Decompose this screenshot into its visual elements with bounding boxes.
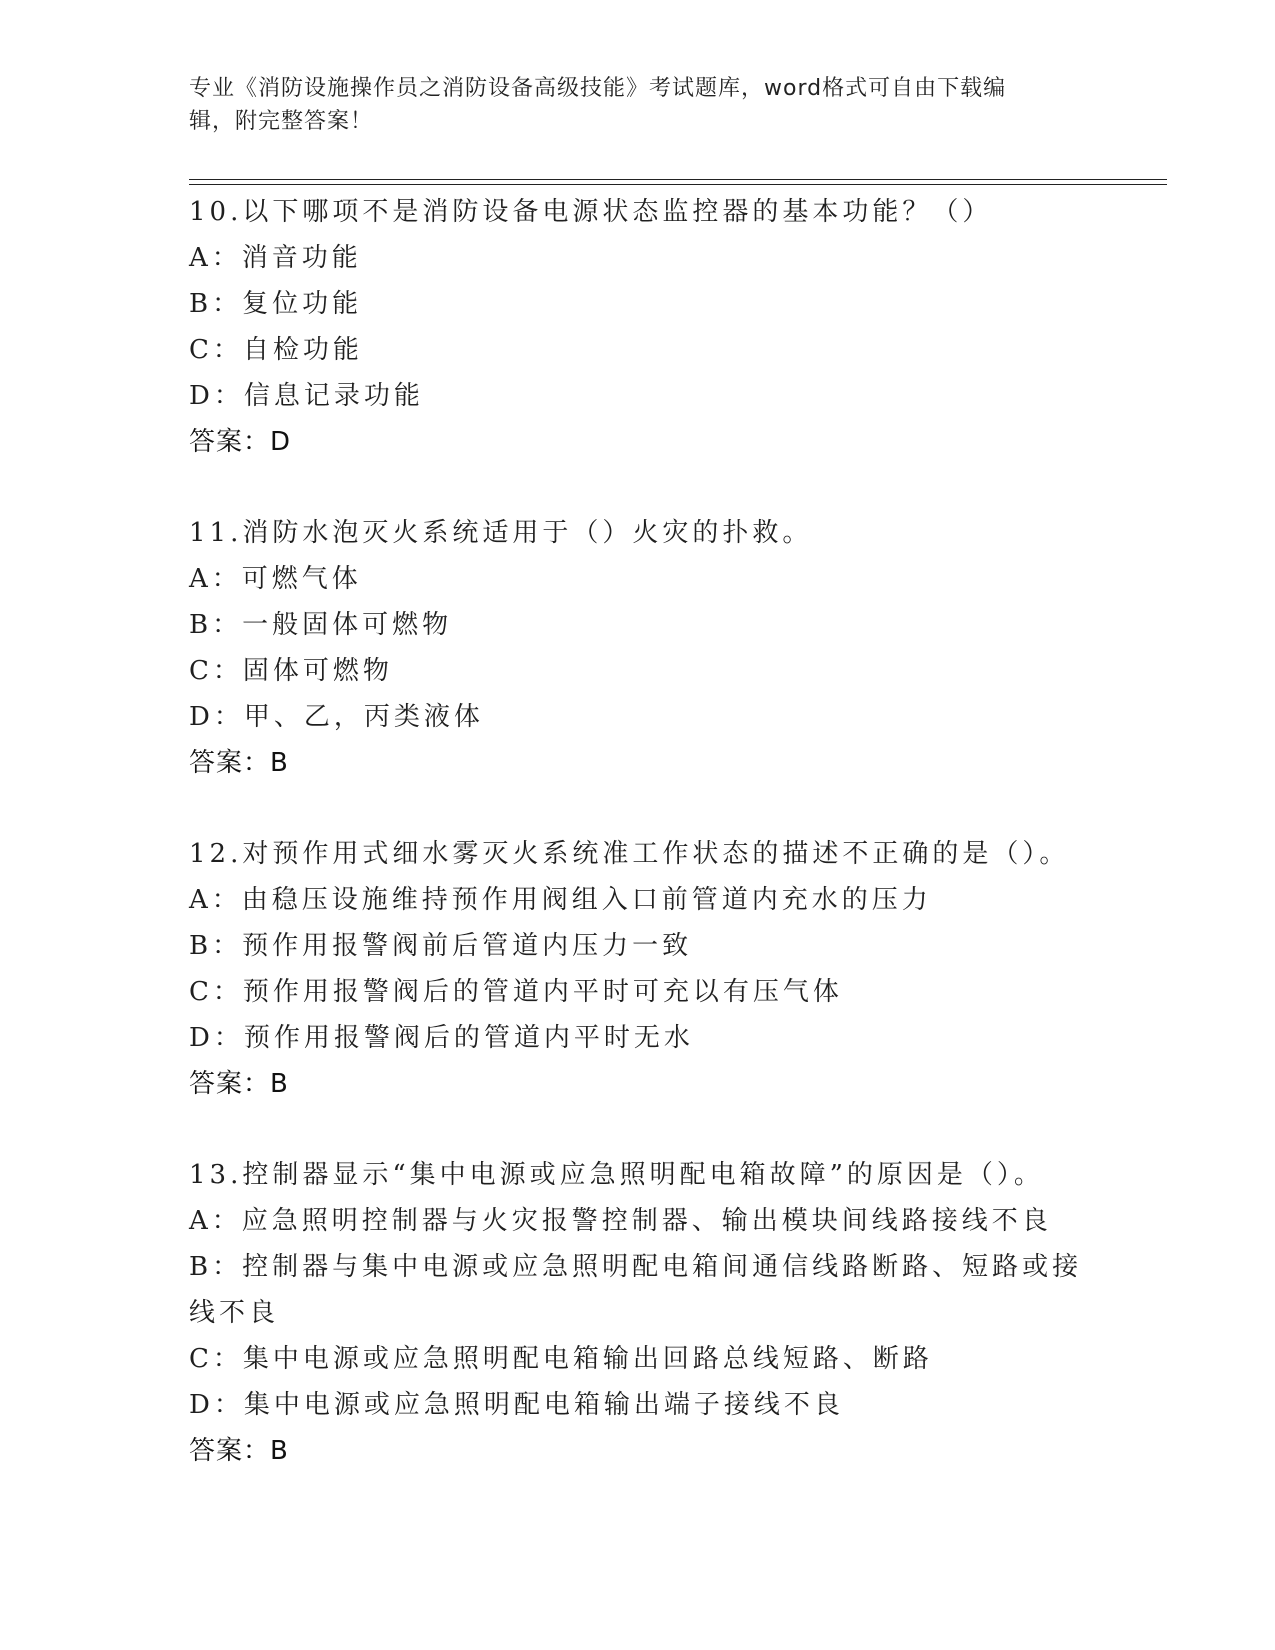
header-divider-bottom [189, 184, 1167, 185]
option-c: C：自检功能 [189, 335, 363, 365]
option-c: C：集中电源或应急照明配电箱输出回路总线短路、断路 [189, 1344, 933, 1374]
question-stem: 10.以下哪项不是消防设备电源状态监控器的基本功能？（） [189, 197, 993, 227]
option-d: D：甲、乙，丙类液体 [189, 702, 484, 732]
answer-line: 答案：B [189, 748, 289, 778]
option-a: A：应急照明控制器与火灾报警控制器、输出模块间线路接线不良 [189, 1206, 1052, 1236]
option-a: A：消音功能 [189, 243, 362, 273]
header-divider-top [189, 179, 1167, 180]
question-12 [189, 831, 1089, 1107]
option-b: B：预作用报警阀前后管道内压力一致 [189, 931, 693, 961]
question-11 [189, 510, 1089, 786]
answer-line: 答案：B [189, 1069, 289, 1099]
question-13 [189, 1152, 1089, 1474]
answer-line: 答案：B [189, 1436, 289, 1466]
option-d: D：预作用报警阀后的管道内平时无水 [189, 1023, 694, 1053]
question-stem: 11.消防水泡灭火系统适用于（）火灾的扑救。 [189, 518, 813, 548]
option-c: C：预作用报警阀后的管道内平时可充以有压气体 [189, 977, 843, 1007]
option-a: A：可燃气体 [189, 564, 362, 594]
question-stem: 12.对预作用式细水雾灭火系统准工作状态的描述不正确的是（）。 [189, 839, 1070, 869]
option-b: B：一般固体可燃物 [189, 610, 453, 640]
question-10 [189, 189, 1089, 465]
answer-line: 答案：D [189, 427, 292, 457]
option-b: B：控制器与集中电源或应急照明配电箱间通信线路断路、短路或接线不良 [189, 1252, 1083, 1328]
option-d: D：集中电源或应急照明配电箱输出端子接线不良 [189, 1390, 844, 1420]
question-stem: 13.控制器显示“集中电源或应急照明配电箱故障”的原因是（）。 [189, 1160, 1044, 1190]
option-c: C：固体可燃物 [189, 656, 393, 686]
option-a: A：由稳压设施维持预作用阀组入口前管道内充水的压力 [189, 885, 932, 915]
option-d: D：信息记录功能 [189, 381, 424, 411]
header-line-1: 专业《消防设施操作员之消防设备高级技能》考试题库，word格式可自由下载编 [189, 76, 1007, 101]
document-header [189, 72, 1079, 138]
header-line-2: 辑，附完整答案！ [189, 109, 374, 134]
option-b: B：复位功能 [189, 289, 363, 319]
